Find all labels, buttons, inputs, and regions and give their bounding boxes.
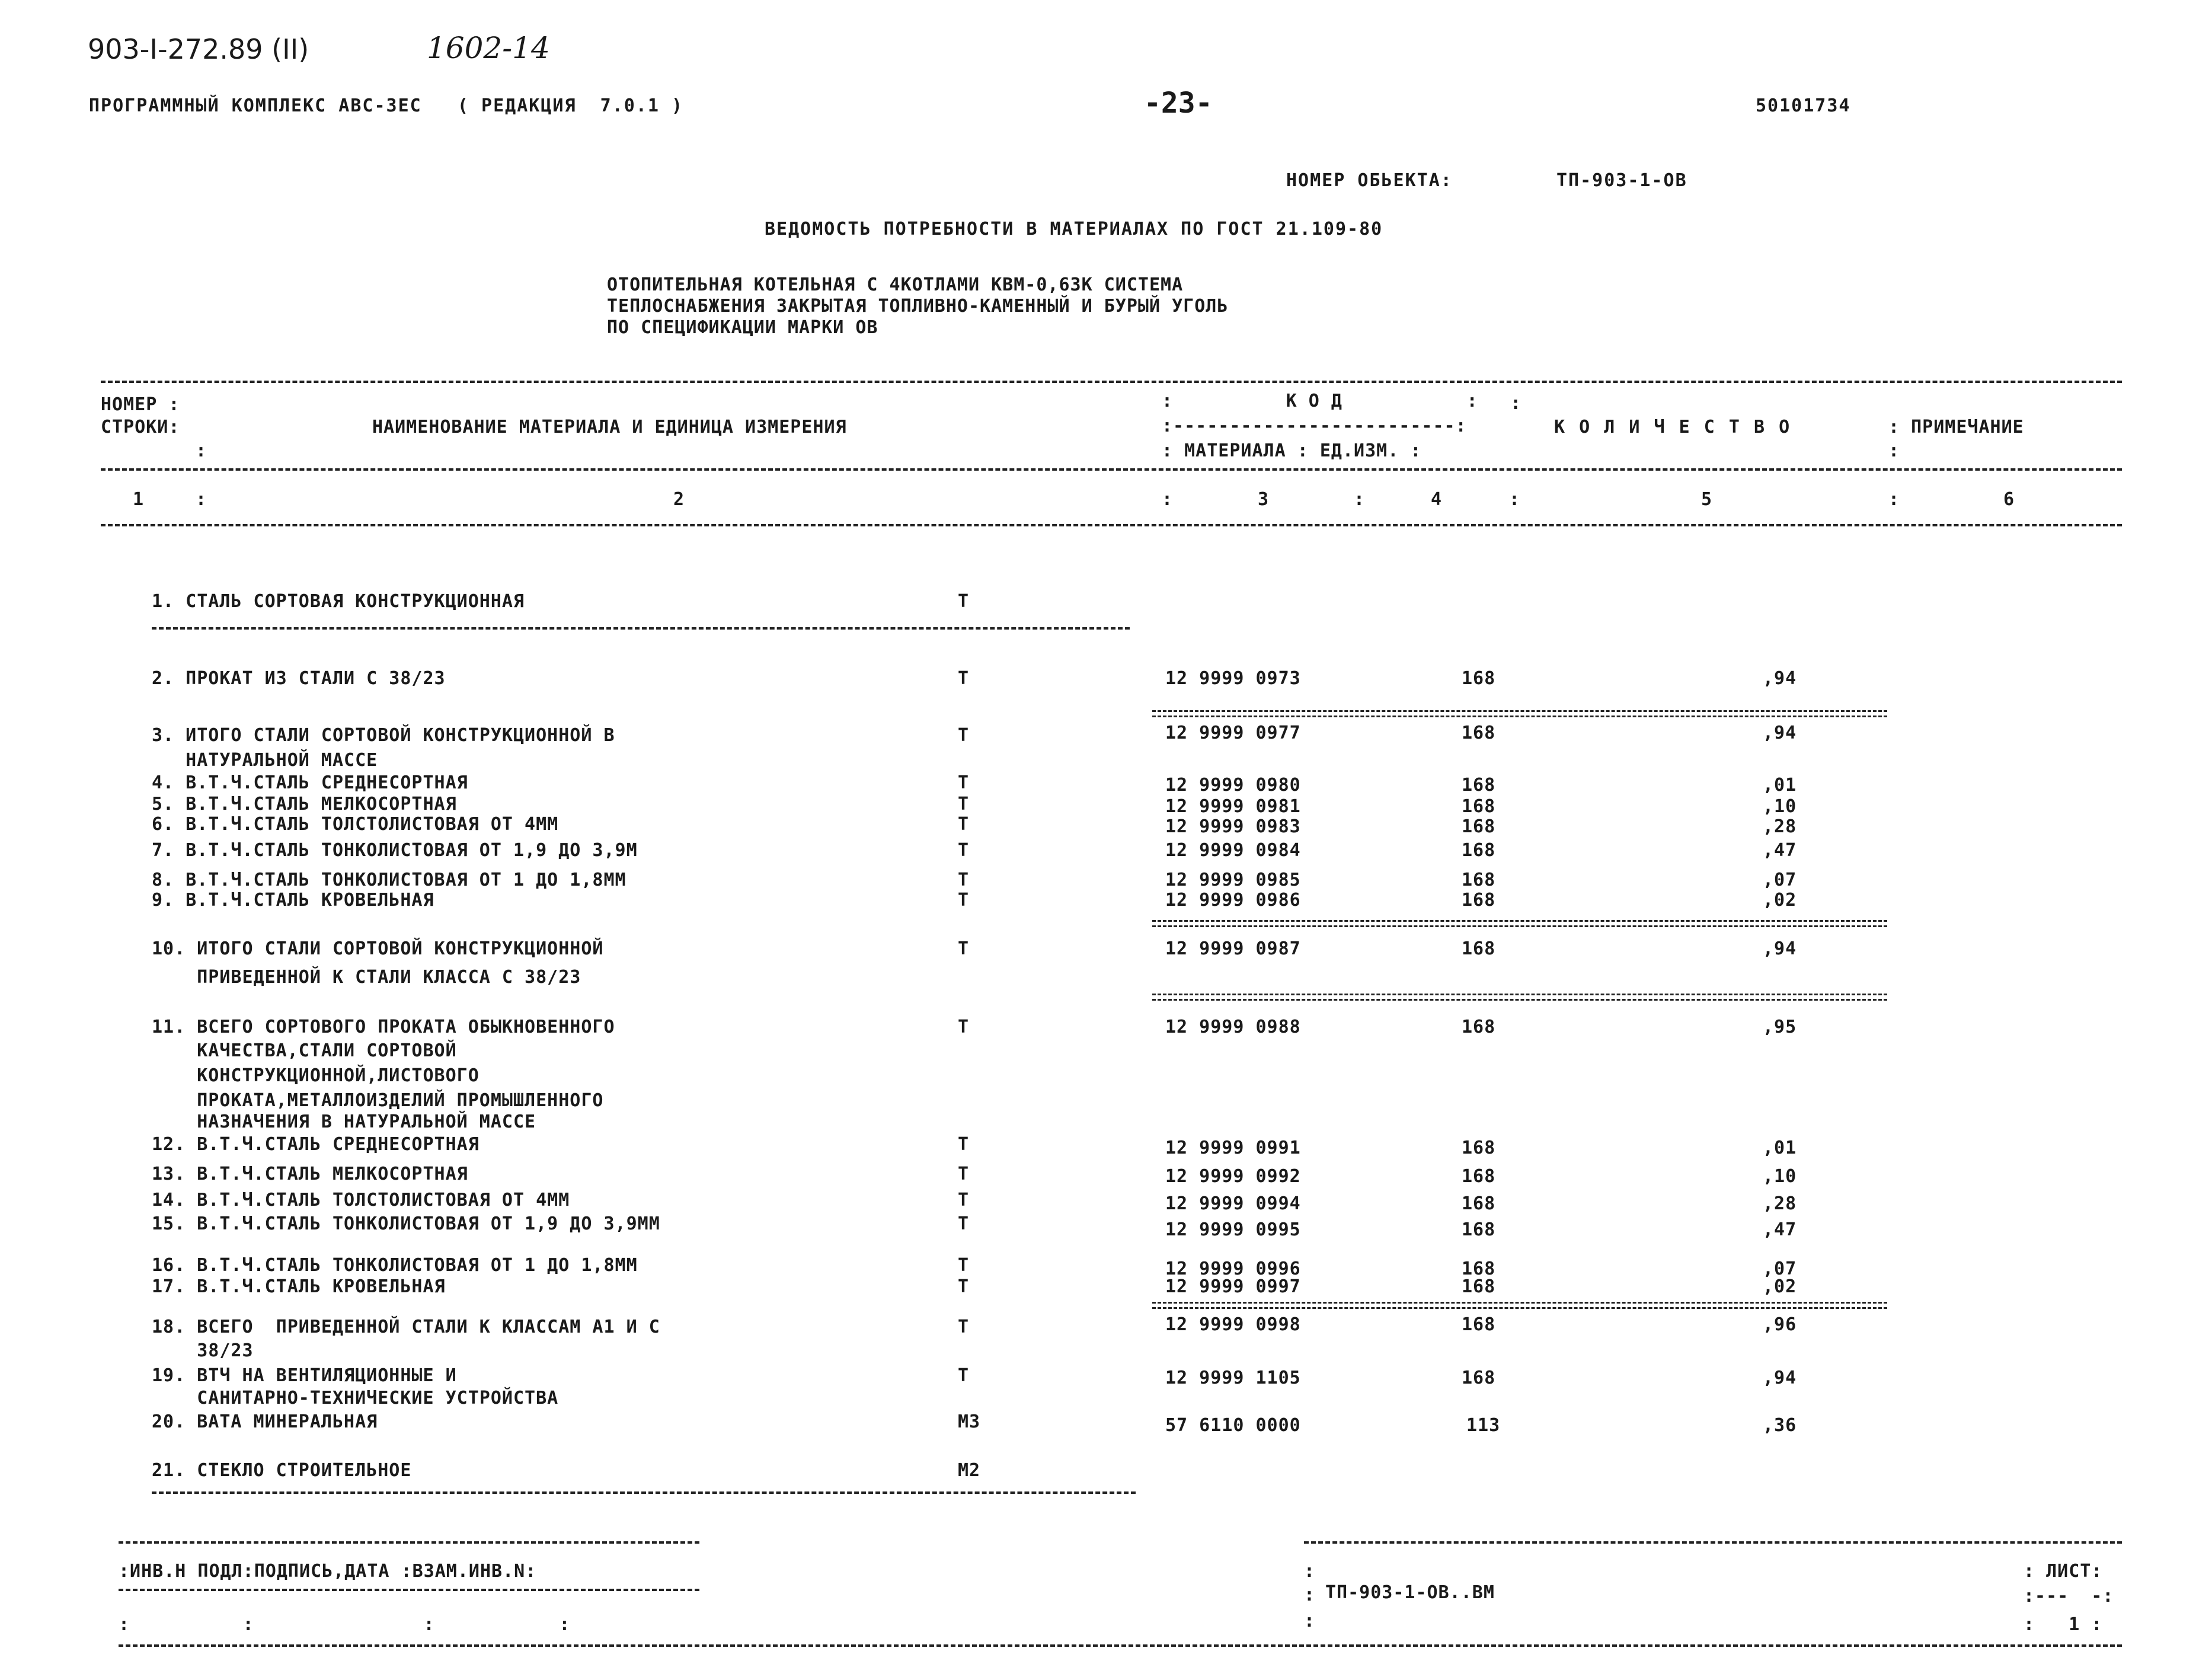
row-unit: Т <box>958 814 970 835</box>
row-name: 15. В.Т.Ч.СТАЛЬ ТОНКОЛИСТОВАЯ ОТ 1,9 ДО 3,9ММ <box>152 1213 660 1234</box>
row-material-code: 12 9999 0981 <box>1165 796 1301 817</box>
table-end-rule <box>152 1491 1136 1494</box>
row-name: 17. В.Т.Ч.СТАЛЬ КРОВЕЛЬНАЯ <box>152 1276 446 1297</box>
col-sep-3: : <box>1354 489 1366 510</box>
row-name-continued: НАЗНАЧЕНИЯ В НАТУРАЛЬНОЙ МАССЕ <box>152 1112 536 1132</box>
row-measure-code: 168 <box>1462 796 1496 817</box>
row-unit: Т <box>958 772 970 793</box>
row-name: 5. В.Т.Ч.СТАЛЬ МЕЛКОСОРТНАЯ <box>152 794 457 815</box>
header-material-name: НАИМЕНОВАНИЕ МАТЕРИАЛА И ЕДИНИЦА ИЗМЕРЕНИЯ <box>372 417 847 437</box>
row-quantity: ,94 <box>1763 938 1797 959</box>
col-sep-2: : <box>1162 489 1174 510</box>
row-name-continued: НАТУРАЛЬНОЙ МАССЕ <box>152 750 378 771</box>
col-sep-4: : <box>1509 489 1521 510</box>
title-block-colon-1: : <box>1304 1561 1316 1582</box>
document-number: 50101734 <box>1756 95 1851 116</box>
row-measure-code: 168 <box>1462 816 1496 837</box>
row-name: 8. В.Т.Ч.СТАЛЬ ТОНКОЛИСТОВАЯ ОТ 1 ДО 1,8ММ <box>152 870 626 890</box>
header-code-top: : К О Д : <box>1162 391 1478 411</box>
row-name-continued: 38/23 <box>152 1340 254 1361</box>
object-value: ТП-903-1-ОВ <box>1556 170 1687 191</box>
page-number: -23- <box>1144 87 1213 120</box>
row-material-code: 12 9999 0986 <box>1165 890 1301 911</box>
row-quantity: ,02 <box>1763 890 1797 911</box>
row-name-continued: САНИТАРНО-ТЕХНИЧЕСКИЕ УСТРОЙСТВА <box>152 1388 559 1408</box>
row-unit: Т <box>958 870 970 890</box>
col-number-4: 4 <box>1431 489 1443 510</box>
row-unit: Т <box>958 1255 970 1276</box>
stamp-rule-middle <box>119 1589 699 1591</box>
col-number-1: 1 <box>133 489 145 510</box>
row-unit: Т <box>958 591 970 612</box>
row-measure-code: 168 <box>1462 1138 1496 1158</box>
header-note: : ПРИМЕЧАНИЕ <box>1888 417 2024 437</box>
row-measure-code: 168 <box>1462 1017 1496 1037</box>
row-name: 10. ИТОГО СТАЛИ СОРТОВОЙ КОНСТРУКЦИОННОЙ <box>152 938 604 959</box>
row-measure-code: 168 <box>1462 1276 1496 1297</box>
row-quantity: ,47 <box>1763 1219 1797 1240</box>
row-measure-code: 168 <box>1462 775 1496 796</box>
row-name-continued: КОНСТРУКЦИОННОЙ,ЛИСТОВОГО <box>152 1065 480 1086</box>
col-number-2: 2 <box>673 489 685 510</box>
row-name-continued: ПРИВЕДЕННОЙ К СТАЛИ КЛАССА С 38/23 <box>152 967 581 988</box>
row-quantity: ,01 <box>1763 775 1797 796</box>
col-number-3: 3 <box>1258 489 1270 510</box>
row-material-code: 12 9999 0980 <box>1165 775 1301 796</box>
row-material-code: 12 9999 0992 <box>1165 1166 1301 1187</box>
row-measure-code: 168 <box>1462 890 1496 911</box>
row-measure-code: 168 <box>1462 938 1496 959</box>
row-name: 20. ВАТА МИНЕРАЛЬНАЯ <box>152 1411 378 1432</box>
row-measure-code: 168 <box>1462 1259 1496 1279</box>
row-unit: Т <box>958 1134 970 1155</box>
row-measure-code: 113 <box>1466 1415 1501 1436</box>
header-rule-bottom <box>101 524 2122 526</box>
row-measure-code: 168 <box>1462 668 1496 689</box>
row-measure-code: 168 <box>1462 1314 1496 1335</box>
col-number-6: 6 <box>2003 489 2015 510</box>
row-measure-code: 168 <box>1462 840 1496 861</box>
total-separator <box>1152 994 1887 1001</box>
header-code-columns: : МАТЕРИАЛА : ЕД.ИЗМ. : <box>1162 440 1422 461</box>
col-sep-1: : <box>196 489 207 510</box>
row-name: 13. В.Т.Ч.СТАЛЬ МЕЛКОСОРТНАЯ <box>152 1164 468 1184</box>
title-block-colon-2: : <box>1304 1585 1316 1605</box>
row-name: 21. СТЕКЛО СТРОИТЕЛЬНОЕ <box>152 1460 412 1481</box>
header-rule-top <box>101 381 2122 383</box>
row-measure-code: 168 <box>1462 870 1496 890</box>
program-line: ПРОГРАММНЫЙ КОМПЛЕКС АВС-ЗЕС ( РЕДАКЦИЯ 7.0.1 ) <box>89 95 684 116</box>
row-name: 7. В.Т.Ч.СТАЛЬ ТОНКОЛИСТОВАЯ ОТ 1,9 ДО 3,9М <box>152 840 638 861</box>
row-measure-code: 168 <box>1462 1368 1496 1388</box>
row-quantity: ,94 <box>1763 1368 1797 1388</box>
title-block-colon-3: : <box>1304 1611 1316 1631</box>
row-quantity: ,07 <box>1763 1259 1797 1279</box>
row-unit: Т <box>958 1190 970 1211</box>
row-unit: Т <box>958 1317 970 1337</box>
row-material-code: 12 9999 0997 <box>1165 1276 1301 1297</box>
row-unit: Т <box>958 1276 970 1297</box>
row-material-code: 12 9999 0991 <box>1165 1138 1301 1158</box>
stamp-rule-bottom <box>119 1644 2122 1647</box>
handwritten-note: 1602-14 <box>427 31 550 65</box>
sheet-separator: :--- -: <box>2024 1586 2114 1606</box>
row-quantity: ,96 <box>1763 1314 1797 1335</box>
total-separator <box>1152 920 1887 927</box>
row-material-code: 57 6110 0000 <box>1165 1415 1301 1436</box>
row-quantity: ,94 <box>1763 723 1797 743</box>
row-quantity: ,10 <box>1763 796 1797 817</box>
row-name-continued: КАЧЕСТВА,СТАЛИ СОРТОВОЙ <box>152 1040 457 1061</box>
row-name: 18. ВСЕГО ПРИВЕДЕННОЙ СТАЛИ К КЛАССАМ А1 И С <box>152 1317 660 1337</box>
row-quantity: ,94 <box>1763 668 1797 689</box>
row-unit: Т <box>958 794 970 815</box>
col-sep-5: : <box>1888 489 1900 510</box>
stamp-fields: : : : : <box>119 1614 571 1635</box>
row-name: 11. ВСЕГО СОРТОВОГО ПРОКАТА ОБЫКНОВЕННОГО <box>152 1017 615 1037</box>
row-material-code: 12 9999 1105 <box>1165 1368 1301 1388</box>
row-name: 6. В.Т.Ч.СТАЛЬ ТОЛСТОЛИСТОВАЯ ОТ 4ММ <box>152 814 559 835</box>
row-quantity: ,28 <box>1763 816 1797 837</box>
row-name: 12. В.Т.Ч.СТАЛЬ СРЕДНЕСОРТНАЯ <box>152 1134 480 1155</box>
header-code-divider: :-------------------------: <box>1162 416 1467 436</box>
sheet-code: ТП-903-1-ОВ..ВМ <box>1325 1582 1495 1603</box>
row-quantity: ,01 <box>1763 1138 1797 1158</box>
row-material-code: 12 9999 0977 <box>1165 723 1301 743</box>
row-quantity: ,02 <box>1763 1276 1797 1297</box>
col-number-5: 5 <box>1701 489 1713 510</box>
row-material-code: 12 9999 0985 <box>1165 870 1301 890</box>
row-separator <box>152 627 1130 630</box>
row-measure-code: 168 <box>1462 1193 1496 1214</box>
row-unit: Т <box>958 840 970 861</box>
row-quantity: ,28 <box>1763 1193 1797 1214</box>
row-quantity: ,36 <box>1763 1415 1797 1436</box>
object-label: НОМЕР ОБЬЕКТА: <box>1286 170 1453 191</box>
row-name: 3. ИТОГО СТАЛИ СОРТОВОЙ КОНСТРУКЦИОННОЙ В <box>152 725 615 746</box>
row-name: 1. СТАЛЬ СОРТОВАЯ КОНСТРУКЦИОННАЯ <box>152 591 525 612</box>
row-material-code: 12 9999 0984 <box>1165 840 1301 861</box>
row-quantity: ,10 <box>1763 1166 1797 1187</box>
row-name: 9. В.Т.Ч.СТАЛЬ КРОВЕЛЬНАЯ <box>152 890 434 911</box>
header-note-colon-bottom: : <box>1888 440 1900 461</box>
row-unit: Т <box>958 890 970 911</box>
sheet-label: : ЛИСТ: <box>2024 1561 2103 1582</box>
row-unit: Т <box>958 938 970 959</box>
row-material-code: 12 9999 0994 <box>1165 1193 1301 1214</box>
sheet-number: : 1 : <box>2024 1614 2103 1635</box>
row-material-code: 12 9999 0988 <box>1165 1017 1301 1037</box>
total-separator <box>1152 1302 1887 1309</box>
header-row-number-2: СТРОКИ: <box>101 417 180 437</box>
row-name: 16. В.Т.Ч.СТАЛЬ ТОНКОЛИСТОВАЯ ОТ 1 ДО 1,8ММ <box>152 1255 638 1276</box>
row-quantity: ,95 <box>1763 1017 1797 1037</box>
subtitle-line-2: ТЕПЛОСНАБЖЕНИЯ ЗАКРЫТАЯ ТОПЛИВНО-КАМЕННЫЙ И БУРЫЙ УГОЛЬ <box>607 296 1229 317</box>
row-name: 2. ПРОКАТ ИЗ СТАЛИ С 38/23 <box>152 668 446 689</box>
row-unit: Т <box>958 668 970 689</box>
row-material-code: 12 9999 0996 <box>1165 1259 1301 1279</box>
row-unit: Т <box>958 725 970 746</box>
header-row-number-3: : <box>196 440 207 461</box>
document-code: 903-I-272.89 (II) <box>88 33 309 65</box>
row-quantity: ,07 <box>1763 870 1797 890</box>
header-quantity: К О Л И Ч Е С Т В О <box>1554 417 1792 437</box>
row-measure-code: 168 <box>1462 1219 1496 1240</box>
page-title: ВЕДОМОСТЬ ПОТРЕБНОСТИ В МАТЕРИАЛАХ ПО ГОСТ 21.109-80 <box>765 219 1383 239</box>
header-row-number-1: НОМЕР : <box>101 394 180 415</box>
row-measure-code: 168 <box>1462 723 1496 743</box>
row-name: 4. В.Т.Ч.СТАЛЬ СРЕДНЕСОРТНАЯ <box>152 772 468 793</box>
row-unit: Т <box>958 1365 970 1386</box>
row-quantity: ,47 <box>1763 840 1797 861</box>
row-unit: М2 <box>958 1460 981 1481</box>
row-name: 14. В.Т.Ч.СТАЛЬ ТОЛСТОЛИСТОВАЯ ОТ 4ММ <box>152 1190 570 1211</box>
header-quantity-colon-top: : <box>1510 393 1522 414</box>
row-unit: Т <box>958 1017 970 1037</box>
row-material-code: 12 9999 0973 <box>1165 668 1301 689</box>
header-rule-middle <box>101 468 2122 471</box>
total-separator <box>1152 710 1887 717</box>
title-block-rule-top <box>1304 1541 2122 1544</box>
row-material-code: 12 9999 0983 <box>1165 816 1301 837</box>
row-material-code: 12 9999 0998 <box>1165 1314 1301 1335</box>
row-name: 19. ВТЧ НА ВЕНТИЛЯЦИОННЫЕ И <box>152 1365 457 1386</box>
row-material-code: 12 9999 0995 <box>1165 1219 1301 1240</box>
stamp-header: :ИНВ.Н ПОДЛ:ПОДПИСЬ,ДАТА :ВЗАМ.ИНВ.N: <box>119 1561 537 1582</box>
row-unit: М3 <box>958 1411 981 1432</box>
row-measure-code: 168 <box>1462 1166 1496 1187</box>
row-name-continued: ПРОКАТА,МЕТАЛЛОИЗДЕЛИЙ ПРОМЫШЛЕННОГО <box>152 1090 604 1111</box>
stamp-rule-top <box>119 1541 699 1544</box>
row-unit: Т <box>958 1213 970 1234</box>
subtitle-line-3: ПО СПЕЦИФИКАЦИИ МАРКИ ОВ <box>607 317 878 338</box>
subtitle-line-1: ОТОПИТЕЛЬНАЯ КОТЕЛЬНАЯ С 4КОТЛАМИ КВМ-0,63К СИСТЕМА <box>607 274 1184 295</box>
row-unit: Т <box>958 1164 970 1184</box>
row-material-code: 12 9999 0987 <box>1165 938 1301 959</box>
